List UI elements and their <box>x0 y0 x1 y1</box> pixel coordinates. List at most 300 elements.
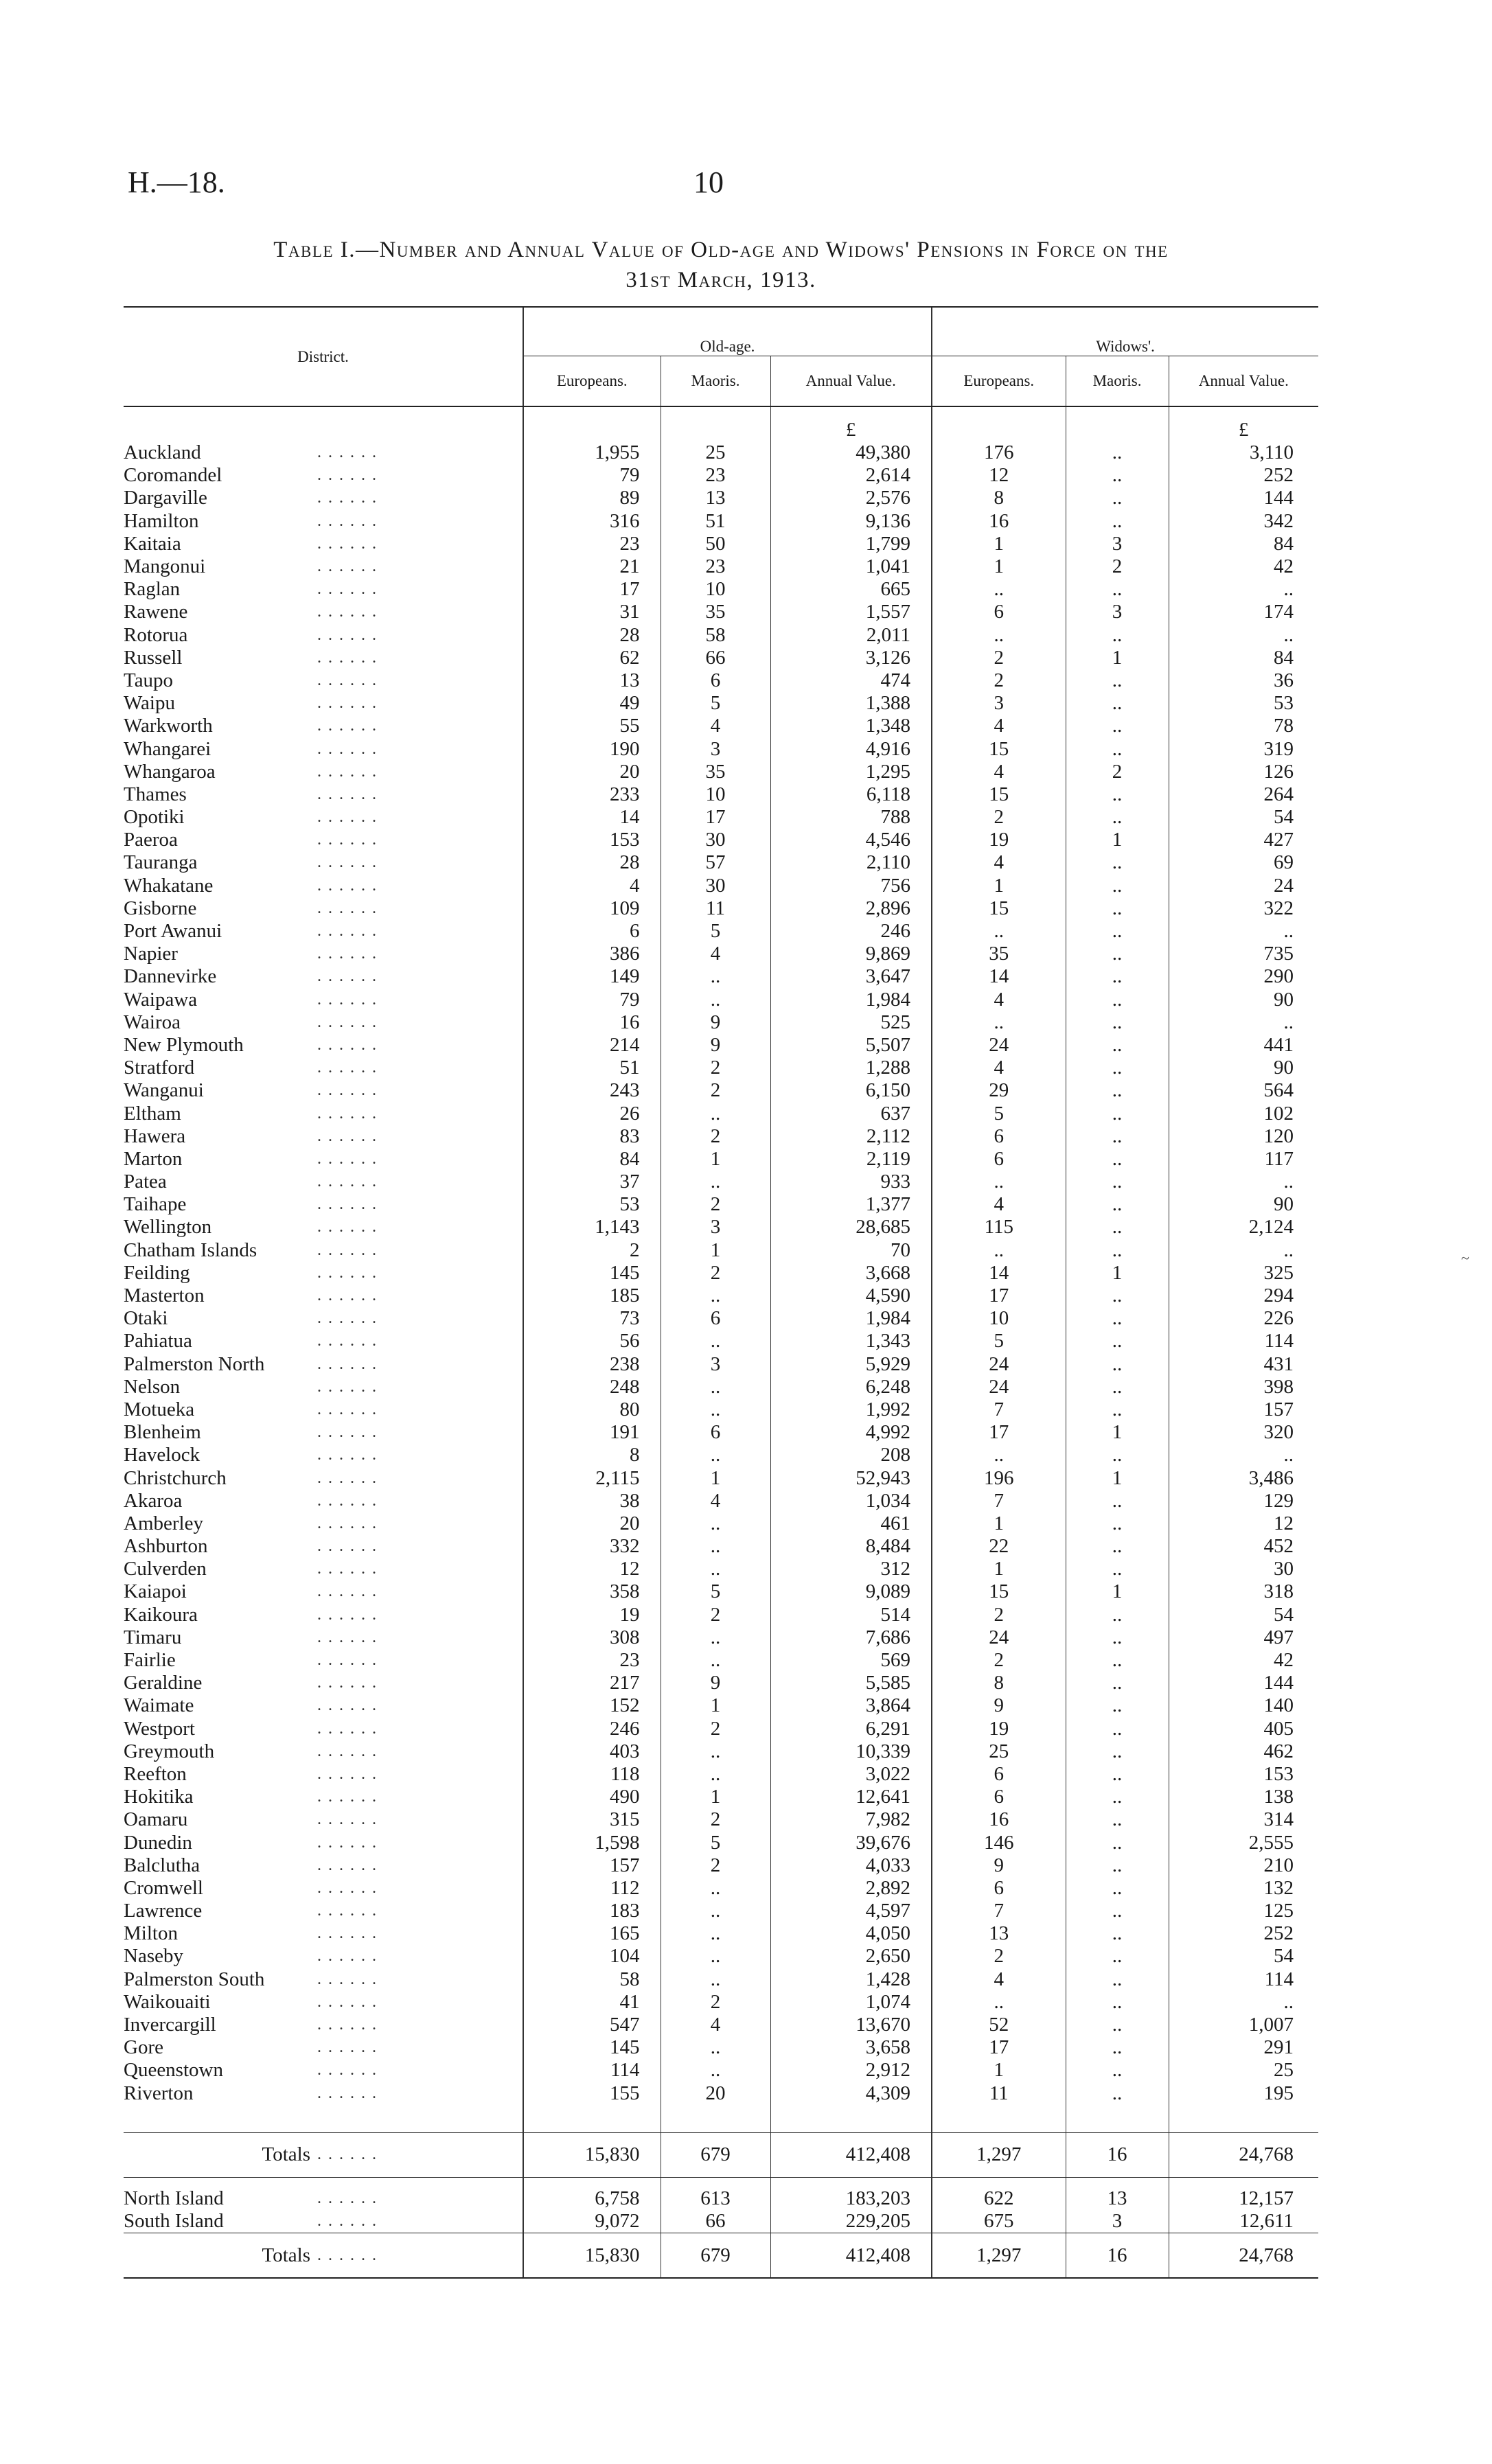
cell-old-age-annual-value: 637 <box>770 1102 932 1125</box>
table-row <box>124 2059 1318 2082</box>
cell-old-age-europeans: 20 <box>523 761 661 783</box>
cell-old-age-annual-value: 8,484 <box>770 1535 932 1558</box>
leader-dots: . . . . . . <box>317 1287 378 1305</box>
table-row <box>124 1831 1318 1854</box>
cell-widows-annual-value: 132 <box>1169 1877 1318 1900</box>
cell-widows-europeans: 3 <box>932 692 1066 715</box>
leader-dots: . . . . . . <box>317 1902 378 1920</box>
cell-old-age-europeans: 14 <box>523 806 661 829</box>
table-row <box>124 1148 1318 1171</box>
cell-widows-annual-value: 264 <box>1169 783 1318 806</box>
cell-widows-europeans: 1 <box>932 1512 1066 1535</box>
table-row <box>124 1376 1318 1398</box>
cell-old-age-annual-value: 4,992 <box>770 1421 932 1444</box>
leader-dots: . . . . . . <box>317 2038 378 2057</box>
cell-widows-annual-value: 322 <box>1169 897 1318 920</box>
table-row <box>124 578 1318 601</box>
cell-widows-europeans: 2 <box>932 1945 1066 1968</box>
cell-widows-europeans: 6 <box>932 1125 1066 1148</box>
cell-old-age-europeans: 149 <box>523 965 661 988</box>
table-row <box>124 897 1318 920</box>
leader-dots: . . . . . . <box>317 1081 378 1100</box>
cell-widows-europeans: 4 <box>932 851 1066 874</box>
cell-old-age-maoris: 10 <box>661 578 770 601</box>
district-name: Milton <box>124 1922 178 1945</box>
cell-widows-maoris: .. <box>1066 1854 1169 1877</box>
table-row <box>124 1444 1318 1466</box>
cell-widows-europeans: 2 <box>932 647 1066 669</box>
cell-widows-europeans: 1 <box>932 533 1066 555</box>
table-row <box>124 1512 1318 1535</box>
cell-widows-annual-value: 318 <box>1169 1580 1318 1603</box>
cell-old-age-annual-value: 7,686 <box>770 1626 932 1649</box>
cell-old-age-annual-value: 1,984 <box>770 989 932 1011</box>
cell-widows-annual-value: 90 <box>1169 1193 1318 1216</box>
cell-widows-annual-value: 195 <box>1169 2082 1318 2105</box>
cell-widows-europeans: 8 <box>932 1672 1066 1694</box>
district-name: Taihape <box>124 1193 187 1216</box>
cell-old-age-annual-value: 52,943 <box>770 1466 932 1489</box>
cell-old-age-europeans: 490 <box>523 1786 661 1808</box>
cell-widows-europeans: 15 <box>932 783 1066 806</box>
cell-old-age-maoris: .. <box>661 1649 770 1672</box>
cell-old-age-maoris: .. <box>661 1535 770 1558</box>
cell-old-age-europeans: 185 <box>523 1285 661 1307</box>
table-row <box>124 1262 1318 1285</box>
district-name: Auckland <box>124 441 201 464</box>
leader-dots: . . . . . . <box>317 1332 378 1350</box>
cell-old-age-annual-value: 3,022 <box>770 1763 932 1786</box>
cell-old-age-europeans: 332 <box>523 1535 661 1558</box>
table-row <box>124 1900 1318 1922</box>
cell-old-age-europeans: 73 <box>523 1307 661 1330</box>
cell-old-age-annual-value: 9,089 <box>770 1580 932 1603</box>
cell-widows-europeans: 4 <box>932 1193 1066 1216</box>
cell-old-age-maoris: 9 <box>661 1011 770 1034</box>
column-header-old-age-maoris: Maoris. <box>661 356 770 407</box>
district-name: Lawrence <box>124 1900 203 1922</box>
table-row <box>124 1535 1318 1558</box>
cell-old-age-europeans: 79 <box>523 989 661 1011</box>
cell-old-age-maoris: .. <box>661 2036 770 2059</box>
table-row <box>124 783 1318 806</box>
district-name: Masterton <box>124 1285 205 1307</box>
cell-widows-maoris: .. <box>1066 1512 1169 1535</box>
cell-widows-annual-value: 144 <box>1169 487 1318 509</box>
cell-old-age-europeans: 49 <box>523 692 661 715</box>
cell-old-age-europeans: 23 <box>523 1649 661 1672</box>
cell-widows-maoris: .. <box>1066 1900 1169 1922</box>
cell-old-age-europeans: 20 <box>523 1512 661 1535</box>
cell-widows-annual-value: 290 <box>1169 965 1318 988</box>
cell-widows-maoris: .. <box>1066 1444 1169 1466</box>
cell-old-age-maoris: 23 <box>661 555 770 578</box>
cell-old-age-annual-value: 4,916 <box>770 737 932 760</box>
leader-dots: . . . . . . <box>317 2016 378 2034</box>
leader-dots: . . . . . . <box>317 1651 378 1670</box>
column-group-old-age: Old-age. <box>523 307 932 356</box>
cell-old-age-europeans: 79 <box>523 464 661 487</box>
district-name: Opotiki <box>124 806 185 829</box>
table-row <box>124 1285 1318 1307</box>
cell-old-age-annual-value: 788 <box>770 806 932 829</box>
cell-widows-annual-value: 102 <box>1169 1102 1318 1125</box>
district-name: Hamilton <box>124 509 199 532</box>
cell-widows-maoris: .. <box>1066 783 1169 806</box>
cell-old-age-annual-value: 2,110 <box>770 851 932 874</box>
cell-widows-maoris: .. <box>1066 624 1169 647</box>
cell-old-age-europeans: 23 <box>523 533 661 555</box>
cell-widows-europeans: 115 <box>932 1216 1066 1239</box>
district-name: Russell <box>124 646 183 669</box>
cell-old-age-annual-value: 3,126 <box>770 647 932 669</box>
table-row <box>124 647 1318 669</box>
cell-widows-maoris: .. <box>1066 1558 1169 1580</box>
leader-dots: . . . . . . <box>317 1696 378 1715</box>
cell-old-age-maoris: .. <box>661 1945 770 1968</box>
district-name: Coromandel <box>124 464 222 487</box>
cell-widows-maoris: .. <box>1066 669 1169 692</box>
cell-widows-europeans: 196 <box>932 1466 1066 1489</box>
cell-old-age-annual-value: 4,546 <box>770 829 932 851</box>
cell-old-age-annual-value: 1,074 <box>770 1991 932 2014</box>
cell-widows-annual-value: 120 <box>1169 1125 1318 1148</box>
leader-dots: . . . . . . <box>317 1742 378 1760</box>
table-title-line-1: Table I.—Number and Annual Value of Old-age and Widows' Pensions in Force on the <box>273 238 1169 262</box>
cell-widows-annual-value: 3,110 <box>1169 441 1318 464</box>
cell-widows-maoris: .. <box>1066 943 1169 965</box>
table-row <box>124 1808 1318 1831</box>
cell-old-age-maoris: 3 <box>661 737 770 760</box>
table-row <box>124 920 1318 943</box>
cell-old-age-europeans: 155 <box>523 2082 661 2105</box>
table-row <box>124 1079 1318 1102</box>
cell-old-age-maoris: 50 <box>661 533 770 555</box>
cell-widows-europeans: 4 <box>932 989 1066 1011</box>
table-row <box>124 1718 1318 1740</box>
district-name: Gore <box>124 2036 163 2059</box>
cell-old-age-europeans: 41 <box>523 1991 661 2014</box>
cell-old-age-annual-value: 1,295 <box>770 761 932 783</box>
cell-widows-annual-value: 294 <box>1169 1285 1318 1307</box>
table-row <box>124 1216 1318 1239</box>
cell-old-age-maoris: 9 <box>661 1034 770 1057</box>
district-name: Timaru <box>124 1626 182 1648</box>
cell-widows-europeans: 1 <box>932 875 1066 897</box>
cell-old-age-europeans: 84 <box>523 1148 661 1171</box>
cell-old-age-maoris: 2 <box>661 1125 770 1148</box>
leader-dots: . . . . . . <box>317 1856 378 1874</box>
leader-dots: . . . . . . <box>317 1423 378 1442</box>
cell-old-age-maoris: 30 <box>661 875 770 897</box>
cell-old-age-maoris: 1 <box>661 1148 770 1171</box>
cell-widows-annual-value: 252 <box>1169 1922 1318 1945</box>
district-name: Waipu <box>124 692 175 715</box>
district-name: Chatham Islands <box>124 1239 257 1261</box>
cell-widows-annual-value: 427 <box>1169 829 1318 851</box>
cell-widows-annual-value: 405 <box>1169 1718 1318 1740</box>
cell-old-age-annual-value: 756 <box>770 875 932 897</box>
leader-dots: . . . . . . <box>317 1628 378 1646</box>
table-row <box>124 510 1318 533</box>
cell-old-age-annual-value: 3,668 <box>770 1262 932 1285</box>
cell-widows-europeans: 176 <box>932 441 1066 464</box>
cell-widows-maoris: 1 <box>1066 829 1169 851</box>
leader-dots: . . . . . . <box>317 1149 378 1168</box>
leader-dots: . . . . . . <box>317 1947 378 1966</box>
leader-dots: . . . . . . <box>317 1469 378 1487</box>
cell-old-age-europeans: 243 <box>523 1079 661 1102</box>
district-name: Wairoa <box>124 1011 181 1033</box>
cell-widows-annual-value: 24,768 <box>1169 2132 1318 2177</box>
cell-old-age-europeans: 190 <box>523 737 661 760</box>
district-name: Christchurch <box>124 1466 227 1489</box>
cell-widows-annual-value: .. <box>1169 624 1318 647</box>
district-name: Geraldine <box>124 1672 203 1694</box>
cell-widows-maoris: 16 <box>1066 2132 1169 2177</box>
cell-widows-europeans: 7 <box>932 1900 1066 1922</box>
cell-old-age-europeans: 62 <box>523 647 661 669</box>
cell-old-age-europeans: 183 <box>523 1900 661 1922</box>
district-name: Riverton <box>124 2082 194 2104</box>
table-row <box>124 1102 1318 1125</box>
cell-old-age-annual-value: 665 <box>770 578 932 601</box>
column-header-widows-europeans: Europeans. <box>932 356 1066 407</box>
cell-widows-maoris: 1 <box>1066 1580 1169 1603</box>
table-title <box>124 235 1318 295</box>
cell-widows-europeans: 10 <box>932 1307 1066 1330</box>
district-name: Nelson <box>124 1375 181 1398</box>
cell-old-age-europeans: 37 <box>523 1171 661 1193</box>
leader-dots: . . . . . . <box>317 557 378 576</box>
cell-old-age-europeans: 15,830 <box>523 2233 661 2279</box>
leader-dots: . . . . . . <box>317 1127 378 1145</box>
district-name: Mangonui <box>124 555 206 578</box>
column-header-old-age-annual-value: Annual Value. <box>770 356 932 407</box>
cell-old-age-annual-value: 9,136 <box>770 510 932 533</box>
district-name: Tauranga <box>124 851 198 874</box>
leader-dots: . . . . . . <box>317 853 378 872</box>
cell-old-age-europeans: 28 <box>523 851 661 874</box>
district-name: Westport <box>124 1717 195 1740</box>
cell-old-age-europeans: 58 <box>523 1968 661 1991</box>
leader-dots: . . . . . . <box>317 1446 378 1464</box>
cell-old-age-maoris: 57 <box>661 851 770 874</box>
district-name: Queenstown <box>124 2059 223 2082</box>
cell-old-age-maoris: 5 <box>661 920 770 943</box>
cell-widows-maoris: .. <box>1066 1102 1169 1125</box>
cell-old-age-maoris: 1 <box>661 1694 770 1717</box>
cell-old-age-annual-value: 3,864 <box>770 1694 932 1717</box>
district-name: Eltham <box>124 1102 181 1125</box>
cell-old-age-europeans: 191 <box>523 1421 661 1444</box>
margin-mark: ~ <box>1461 1250 1469 1267</box>
cell-old-age-maoris: 66 <box>661 2210 770 2233</box>
table-row <box>124 2036 1318 2059</box>
cell-widows-maoris: .. <box>1066 1216 1169 1239</box>
cell-widows-annual-value: 462 <box>1169 1740 1318 1763</box>
cell-old-age-annual-value: 1,992 <box>770 1398 932 1421</box>
cell-old-age-europeans: 56 <box>523 1330 661 1352</box>
district-name: Port Awanui <box>124 920 222 943</box>
cell-old-age-annual-value: 9,869 <box>770 943 932 965</box>
cell-old-age-maoris: 25 <box>661 441 770 464</box>
cell-old-age-europeans: 4 <box>523 875 661 897</box>
cell-old-age-europeans: 2,115 <box>523 1466 661 1489</box>
table-row <box>124 1672 1318 1694</box>
leader-dots: . . . . . . <box>317 511 378 530</box>
leader-dots: . . . . . . <box>317 831 378 849</box>
cell-widows-annual-value: 138 <box>1169 1786 1318 1808</box>
cell-widows-maoris: .. <box>1066 737 1169 760</box>
cell-widows-europeans: 17 <box>932 2036 1066 2059</box>
cell-widows-maoris: 13 <box>1066 2187 1169 2210</box>
cell-old-age-annual-value: 4,597 <box>770 1900 932 1922</box>
column-group-widows: Widows'. <box>932 307 1318 356</box>
leader-dots: . . . . . . <box>317 1605 378 1624</box>
district-name: Blenheim <box>124 1421 201 1444</box>
cell-widows-maoris: .. <box>1066 1125 1169 1148</box>
cell-old-age-europeans: 83 <box>523 1125 661 1148</box>
cell-widows-maoris: .. <box>1066 1922 1169 1945</box>
column-header-district: District. <box>124 307 523 406</box>
cell-old-age-annual-value: 1,343 <box>770 1330 932 1352</box>
cell-old-age-annual-value: 1,348 <box>770 715 932 737</box>
cell-widows-europeans: 24 <box>932 1353 1066 1376</box>
cell-old-age-annual-value: 525 <box>770 1011 932 1034</box>
cell-widows-maoris: .. <box>1066 464 1169 487</box>
district-name: Wellington <box>124 1216 212 1239</box>
cell-widows-annual-value: 25 <box>1169 2059 1318 2082</box>
cell-old-age-annual-value: 1,388 <box>770 692 932 715</box>
cell-widows-annual-value: 69 <box>1169 851 1318 874</box>
cell-old-age-annual-value: 1,034 <box>770 1490 932 1512</box>
cell-old-age-europeans: 112 <box>523 1877 661 1900</box>
leader-dots: . . . . . . <box>317 1400 378 1418</box>
cell-old-age-maoris: .. <box>661 1900 770 1922</box>
table-row <box>124 943 1318 965</box>
table-title-line-2: 31st March, 1913. <box>626 268 816 292</box>
district-name: Stratford <box>124 1057 195 1079</box>
cell-old-age-maoris: 679 <box>661 2233 770 2279</box>
cell-widows-maoris: 3 <box>1066 601 1169 623</box>
cell-old-age-annual-value: 4,050 <box>770 1922 932 1945</box>
leader-dots: . . . . . . <box>317 922 378 941</box>
table-row <box>124 1763 1318 1786</box>
leader-dots: . . . . . . <box>317 2132 523 2177</box>
cell-widows-maoris: 3 <box>1066 2210 1169 2233</box>
cell-widows-maoris: .. <box>1066 1079 1169 1102</box>
district-name: Marton <box>124 1147 183 1170</box>
leader-dots: . . . . . . <box>317 2084 378 2102</box>
cell-widows-maoris: 1 <box>1066 1262 1169 1285</box>
cell-old-age-europeans: 153 <box>523 829 661 851</box>
district-name: Paeroa <box>124 829 178 851</box>
district-name: Reefton <box>124 1762 187 1785</box>
cell-old-age-europeans: 8 <box>523 1444 661 1466</box>
table-row <box>124 1877 1318 1900</box>
cell-old-age-annual-value: 12,641 <box>770 1786 932 1808</box>
cell-widows-maoris: .. <box>1066 851 1169 874</box>
cell-old-age-europeans: 316 <box>523 510 661 533</box>
row-gap <box>124 2177 1318 2187</box>
table-row <box>124 737 1318 760</box>
leader-dots: . . . . . . <box>317 1263 378 1282</box>
cell-old-age-europeans: 114 <box>523 2059 661 2082</box>
cell-old-age-maoris: 2 <box>661 1057 770 1079</box>
row-spacer <box>124 2105 1318 2133</box>
cell-widows-europeans: .. <box>932 1991 1066 2014</box>
district-name: Waimate <box>124 1694 194 1717</box>
leader-dots: . . . . . . <box>317 1537 378 1556</box>
cell-old-age-annual-value: 2,576 <box>770 487 932 509</box>
cell-widows-maoris: .. <box>1066 1831 1169 1854</box>
cell-widows-maoris: .. <box>1066 965 1169 988</box>
district-name: Fairlie <box>124 1649 176 1672</box>
cell-old-age-europeans: 308 <box>523 1626 661 1649</box>
cell-old-age-europeans: 315 <box>523 1808 661 1831</box>
cell-widows-annual-value: 140 <box>1169 1694 1318 1717</box>
cell-old-age-maoris: 66 <box>661 647 770 669</box>
currency-symbol-widows: £ <box>1169 406 1318 441</box>
leader-dots: . . . . . . <box>317 489 378 507</box>
table-row <box>124 601 1318 623</box>
cell-old-age-maoris: 3 <box>661 1353 770 1376</box>
cell-old-age-annual-value: 2,119 <box>770 1148 932 1171</box>
cell-old-age-maoris: .. <box>661 1968 770 1991</box>
document-code: H.—18. <box>128 165 225 199</box>
cell-widows-annual-value: 54 <box>1169 1604 1318 1626</box>
leader-dots: . . . . . . <box>317 739 378 758</box>
cell-widows-europeans: 4 <box>932 1968 1066 1991</box>
district-name: Warkworth <box>124 715 213 737</box>
cell-old-age-maoris: 5 <box>661 1580 770 1603</box>
cell-old-age-maoris: 3 <box>661 1216 770 1239</box>
table-row <box>124 1649 1318 1672</box>
grand-totals-row <box>124 2233 1318 2279</box>
table-row <box>124 1353 1318 1376</box>
table-row <box>124 806 1318 829</box>
cell-widows-annual-value: 452 <box>1169 1535 1318 1558</box>
cell-widows-annual-value: 226 <box>1169 1307 1318 1330</box>
table-body <box>124 406 1318 2278</box>
leader-dots: . . . . . . <box>317 1195 378 1214</box>
leader-dots: . . . . . . <box>317 1013 378 1031</box>
cell-widows-annual-value: 78 <box>1169 715 1318 737</box>
cell-old-age-annual-value: 2,650 <box>770 1945 932 1968</box>
cell-old-age-maoris: .. <box>661 1558 770 1580</box>
cell-widows-europeans: 22 <box>932 1535 1066 1558</box>
cell-old-age-europeans: 145 <box>523 2036 661 2059</box>
cell-widows-maoris: .. <box>1066 875 1169 897</box>
cell-widows-maoris: .. <box>1066 578 1169 601</box>
cell-widows-maoris: 1 <box>1066 647 1169 669</box>
district-name: Ashburton <box>124 1535 208 1558</box>
district-name: Dargaville <box>124 487 207 509</box>
cell-widows-europeans: 24 <box>932 1626 1066 1649</box>
leader-dots: . . . . . . <box>317 1833 378 1852</box>
cell-old-age-annual-value: 4,033 <box>770 1854 932 1877</box>
cell-old-age-annual-value: 1,984 <box>770 1307 932 1330</box>
cell-widows-annual-value: 153 <box>1169 1763 1318 1786</box>
cell-old-age-europeans: 51 <box>523 1057 661 1079</box>
cell-old-age-maoris: .. <box>661 1102 770 1125</box>
cell-widows-annual-value: 431 <box>1169 1353 1318 1376</box>
district-name: Dunedin <box>124 1831 192 1854</box>
district-name: Otaki <box>124 1307 168 1330</box>
cell-widows-europeans: 1 <box>932 555 1066 578</box>
district-name: Napier <box>124 943 178 965</box>
